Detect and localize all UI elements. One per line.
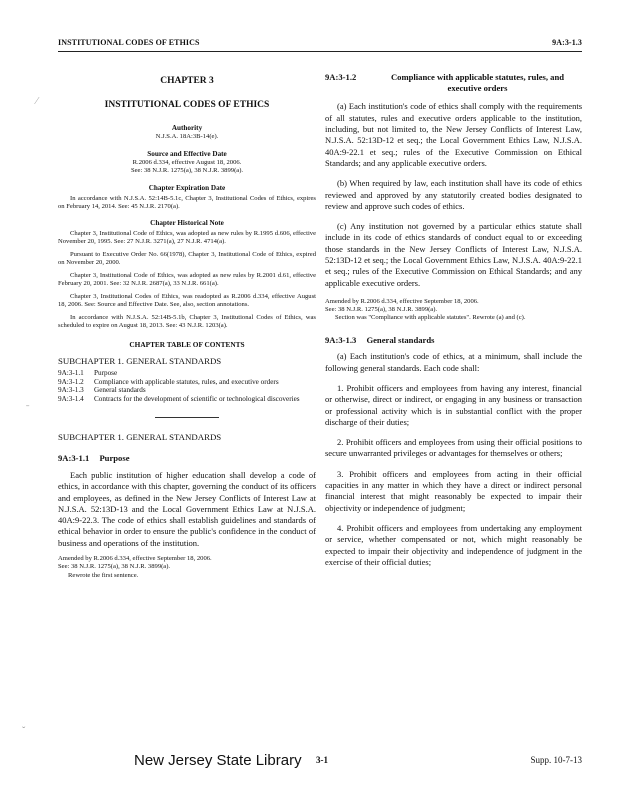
page-number: 3-1 [316, 755, 328, 765]
chapter-title: INSTITUTIONAL CODES OF ETHICS [104, 99, 270, 110]
toc-entry-title: Compliance with applicable statutes, rules, and executive orders [94, 377, 279, 386]
section-heading [325, 335, 582, 346]
section-paragraph: (c) Any institution not governed by a particular ethics statute shall include in its code of ethics standards of conduct equal to or exceeding those standards in the New Jersey Conflicts of Interest Law, N.J.S.A. 52:13D-12 et seq.; the Local Government Ethics Law, N.J.S.A. 40A:9-22.1 et seq.; rules of the Executive Commission on Ethical Standards; and any applicable executive orders. [325, 221, 582, 288]
expiration-text: In accordance with N.J.S.A. 52:14B-5.1c, Chapter 3, Institutional Codes of Ethics, expires on February 14, 2014. See: 45 N.J.R. 2170(a). [58, 194, 316, 210]
toc-subchapter: SUBCHAPTER 1. GENERAL STANDARDS [58, 356, 222, 367]
toc-entry-title: Purpose [94, 369, 118, 378]
note-line: Amended by R.2006 d.334, effective September 18, 2006. [325, 297, 479, 305]
toc-entry-title: Contracts for the development of scientific or technological discoveries [94, 394, 300, 403]
left-column [58, 72, 316, 586]
margin-mark: ˉ [26, 404, 30, 415]
section-paragraph: (a) Each institution's code of ethics shall comply with the requirements of all statutes, rules and executive orders applicable to the institution, including, but not limited to, the New Jersey Conflicts of Interest Law, N.J.S.A. 52:13D-12 et seq.; the Local Government Ethics Law, N.J.S.A. 40A:9-22.1 et seq.; rules of the Executive Commission on Ethical Standards; and any applicable executive orders. [325, 101, 582, 168]
note-line: See: 38 N.J.R. 1275(a), 38 N.J.R. 3899(a). [325, 306, 438, 314]
toc-entry-number: 9A:3-1.2 [58, 377, 84, 386]
section-paragraph: (b) When required by law, each institution shall have its code of ethics reviewed and approved by any statutorily created bodies designated to review and approve such codes of ethics. [325, 178, 582, 211]
note-line: Rewrote the first sentence. [68, 571, 139, 579]
section-number: 9A:3-1.2 [325, 72, 357, 82]
section-heading [58, 453, 316, 464]
page-footer [0, 752, 618, 772]
section-divider [155, 417, 219, 418]
history-note: Chapter 3, Institutional Code of Ethics, was adopted as new rules by R.2001 d.61, effective February 20, 2001. See: 32 N.J.R. 2687(a), 33 N.J.R. 661(a). [58, 272, 316, 288]
history-heading: Chapter Historical Note [150, 218, 224, 227]
header-rule [58, 51, 582, 52]
history-note: Pursuant to Executive Order No. 66(1978), Chapter 3, Institutional Code of Ethics, expired on November 20, 2000. [58, 250, 316, 266]
section-paragraph: (a) Each institution's code of ethics, at a minimum, shall include the following general standards. Each code shall: [325, 351, 582, 373]
authority-heading: Authority [171, 123, 203, 132]
toc-entry[interactable] [58, 378, 316, 386]
section-number: 9A:3-1.1 [58, 453, 90, 464]
standard-item: 2. Prohibit officers and employees from using their official positions to secure unwarranted privileges or advantages for themselves or others; [325, 437, 582, 459]
section-heading [325, 72, 582, 93]
note-line: See: 38 N.J.R. 1275(a), 38 N.J.R. 3899(a). [58, 563, 171, 571]
section-title: General standards [366, 334, 435, 345]
running-header [58, 38, 582, 50]
amendment-note [325, 298, 582, 323]
chapter-number: CHAPTER 3 [160, 76, 214, 86]
header-title: INSTITUTIONAL CODES OF ETHICS [58, 38, 200, 47]
supplement-date: Supp. 10-7-13 [530, 755, 582, 765]
note-line: Section was "Compliance with applicable statutes". Rewrote (a) and (c). [335, 314, 526, 322]
history-note: Chapter 3, Institutional Code of Ethics, was adopted as new rules by R.1995 d.606, effective November 20, 1995. See: 27 N.J.R. 3271(a), 27 N.J.R. 4714(a). [58, 229, 316, 245]
section-title: Purpose [99, 453, 130, 464]
margin-mark: ⁄ [36, 96, 38, 107]
history-note: Chapter 3, Institutional Codes of Ethics, was readopted as R.2006 d.334, effective August 18, 2006. See: Source and Effective Date. See, also, section annotations. [58, 293, 316, 309]
toc-entry-number: 9A:3-1.1 [58, 369, 84, 378]
section-title: Compliance with applicable statutes, rules, and executive orders [390, 72, 565, 93]
source-text: R.2006 d.334, effective August 18, 2006. See: 38 N.J.R. 1275(a), 38 N.J.R. 3899(a). [130, 158, 244, 174]
toc-entry[interactable] [58, 386, 316, 394]
toc-entry-number: 9A:3-1.3 [58, 386, 84, 395]
authority-text: N.J.S.A. 18A:3B-14(e). [155, 132, 219, 140]
standard-item: 4. Prohibit officers and employees from undertaking any employment or service, whether compensated or not, which might reasonably be expected to impair their objectivity and independence of judgment in the exercise of their official duties; [325, 522, 582, 567]
toc-entry-number: 9A:3-1.4 [58, 394, 84, 403]
header-section: 9A:3-1.3 [552, 38, 582, 47]
source-heading: Source and Effective Date [147, 149, 227, 158]
right-column [325, 72, 582, 577]
amendment-note [58, 555, 316, 580]
standard-item: 1. Prohibit officers and employees from having any interest, financial or otherwise, direct or indirect, or engaging in any business or transaction or professional activity which is in substantial conflict with the proper discharge of their duties; [325, 382, 582, 427]
margin-mark: ˇ [22, 726, 26, 737]
toc-entry[interactable] [58, 395, 316, 403]
toc-entry[interactable] [58, 369, 316, 377]
section-body: Each public institution of higher education shall develop a code of ethics, in accordance with this chapter, governing the conduct of its officers and employees, as defined in the New Jersey Conflicts of Interest Law at N.J.S.A. 52:13D-13 and the Local Government Ethics Law at N.J.S.A. 40A:9-22.3. The code of ethics shall establish guidelines and standards of ethical behavior in order to ensure the public's confidence in the conduct of business and operations of the institution. [58, 469, 316, 548]
toc-entry-title: General standards [94, 386, 146, 395]
history-note: In accordance with N.J.S.A. 52:14B-5.1b, Chapter 3, Institutional Codes of Ethics, was scheduled to expire on August 18, 2013. See: 43 N.J.R. 1203(a). [58, 314, 316, 330]
library-watermark: New Jersey State Library [134, 752, 302, 769]
standard-item: 3. Prohibit officers and employees from acting in their official capacities in any matter in which they have a direct or indirect personal financial interest that might reasonably be expected to impair their objectivity or independence of judgment; [325, 468, 582, 513]
note-line: Amended by R.2006 d.334, effective September 18, 2006. [58, 555, 212, 563]
section-number: 9A:3-1.3 [325, 334, 357, 345]
toc-heading: CHAPTER TABLE OF CONTENTS [129, 340, 245, 350]
subchapter-heading: SUBCHAPTER 1. GENERAL STANDARDS [58, 432, 222, 443]
expiration-heading: Chapter Expiration Date [148, 183, 226, 192]
